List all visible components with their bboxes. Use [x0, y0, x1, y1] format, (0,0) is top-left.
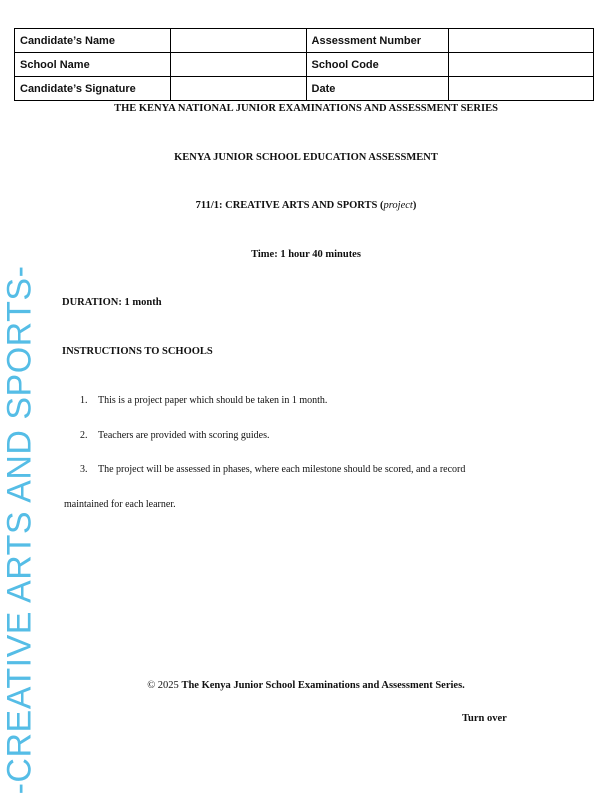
candidate-signature-label: Candidate’s Signature: [15, 77, 171, 101]
watermark-text: -CREATIVE ARTS AND SPORTS-: [0, 265, 39, 794]
copyright-text: The Kenya Junior School Examinations and Assessment Series.: [181, 680, 465, 691]
table-row: [15, 77, 594, 101]
date-label: Date: [306, 77, 449, 101]
candidate-signature-field[interactable]: [171, 77, 306, 101]
item-number: 1.: [80, 395, 88, 406]
item-number: 2.: [80, 430, 88, 441]
candidate-name-label: Candidate’s Name: [15, 29, 171, 53]
item-text: Teachers are provided with scoring guides.: [98, 430, 270, 441]
table-row: [15, 53, 594, 77]
candidate-name-field[interactable]: [171, 29, 306, 53]
assessment-number-field[interactable]: [449, 29, 594, 53]
copyright-year: © 2025: [147, 680, 179, 691]
duration: DURATION: 1 month: [62, 297, 162, 308]
assessment-title: KENYA JUNIOR SCHOOL EDUCATION ASSESSMENT: [174, 152, 438, 163]
school-name-field[interactable]: [171, 53, 306, 77]
instruction-item: [80, 395, 327, 406]
assessment-number-label: Assessment Number: [306, 29, 449, 53]
copyright: [0, 680, 612, 691]
paper-type: project: [383, 200, 413, 211]
paper-subject: CREATIVE ARTS AND SPORTS: [225, 200, 378, 211]
candidate-details-table: [14, 28, 594, 101]
school-code-field[interactable]: [449, 53, 594, 77]
item-text: The project will be assessed in phases, where each milestone should be scored, and a record: [98, 464, 466, 475]
instructions-heading: INSTRUCTIONS TO SCHOOLS: [62, 346, 213, 357]
instruction-item: [80, 430, 269, 441]
school-code-label: School Code: [306, 53, 449, 77]
turn-over: Turn over: [462, 713, 507, 724]
series-title: THE KENYA NATIONAL JUNIOR EXAMINATIONS AND ASSESSMENT SERIES: [114, 103, 498, 114]
paper-code: 711/1: [195, 200, 219, 211]
instruction-item: [80, 464, 465, 475]
time-allowed: Time: 1 hour 40 minutes: [251, 249, 361, 260]
date-field[interactable]: [449, 77, 594, 101]
paper-title: 711/1: CREATIVE ARTS AND SPORTS (project): [195, 200, 417, 211]
item-number: 3.: [80, 464, 88, 475]
instruction-continuation: maintained for each learner.: [64, 499, 176, 510]
school-name-label: School Name: [15, 53, 171, 77]
table-row: [15, 29, 594, 53]
item-text: This is a project paper which should be taken in 1 month.: [98, 395, 328, 406]
